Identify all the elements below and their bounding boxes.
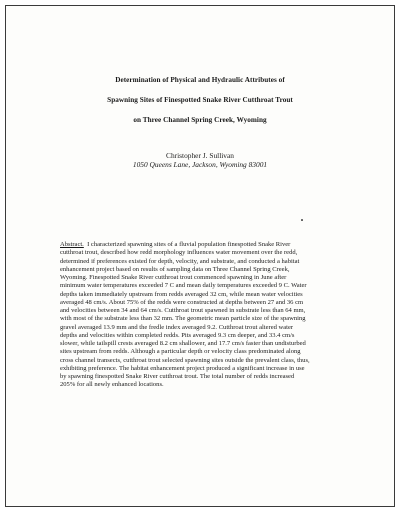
abstract-heading: Abstract. [60, 241, 84, 248]
abstract-line: minimum water temperatures exceeded 7 C and mean daily temperatures exceeded 9 C. Water [60, 282, 307, 290]
paper-title [6, 76, 394, 136]
abstract-line: by spawning finespotted Snake River cutthroat trout. The total number of redds increased [60, 373, 295, 380]
abstract-text: I characterized spawning sites of a fluvial population finespotted Snake River [83, 241, 291, 248]
scan-speck [301, 219, 303, 221]
abstract [60, 241, 350, 390]
abstract-line [60, 241, 350, 249]
title-line-2: Spawning Sites of Finespotted Snake River Cutthroat Trout [107, 96, 293, 104]
author-block [6, 151, 394, 169]
title-line-1: Determination of Physical and Hydraulic Attributes of [115, 76, 285, 84]
abstract-line: averaged 48 cm/s. About 75% of the redds were constructed at depths between 27 and 36 cm [60, 298, 304, 306]
abstract-line: with most of the substrate less than 32 mm. The geometric mean particle size of the spawning [60, 315, 306, 323]
abstract-line: gravel averaged 13.9 mm and the fredle index averaged 9.2. Cutthroat trout altered water [60, 323, 294, 331]
author-address: 1050 Queens Lane, Jackson, Wyoming 83001 [132, 160, 268, 169]
title-line-3: on Three Channel Spring Creek, Wyoming [133, 116, 267, 124]
abstract-line: cross channel transects, cutthroat trout selected spawning sites outside the prevalent class, thus, [60, 356, 310, 364]
abstract-line: Wyoming. Finespotted Snake River cutthroat trout commenced spawning in June after [60, 274, 287, 281]
abstract-line: cutthroat trout, described how redd morphology influences water movement over the redd, [60, 249, 298, 257]
document-page [5, 5, 395, 507]
abstract-line: 205% for all newly enhanced locations. [60, 381, 164, 389]
author-name: Christopher J. Sullivan [166, 151, 234, 160]
abstract-line: and velocities between 34 and 64 cm/s. Cutthroat trout spawned in substrate less than 64 mm, [60, 307, 306, 314]
abstract-line: sites upstream from redds. Although a particular depth or velocity class predominated along [60, 348, 301, 356]
abstract-line: exhibiting preference. The habitat enhancement project produced a significant increase in use [60, 364, 305, 372]
abstract-line: depths taken immediately upstream from redds averaged 32 cm, while mean water velocities [60, 290, 303, 298]
abstract-line: depths and velocities within completed redds. Pits averaged 9.3 cm deeper, and 33.4 cm/s [60, 331, 295, 339]
abstract-line: slower, while tailspill crests averaged 8.2 cm shallower, and 17.7 cm/s faster than undisturbed [60, 340, 306, 347]
abstract-line: determined if preferences existed for depth, velocity, and substrate, and conducted a habitat [60, 257, 300, 265]
abstract-line: enhancement project based on results of sampling data on Three Channel Spring Creek, [60, 265, 290, 273]
